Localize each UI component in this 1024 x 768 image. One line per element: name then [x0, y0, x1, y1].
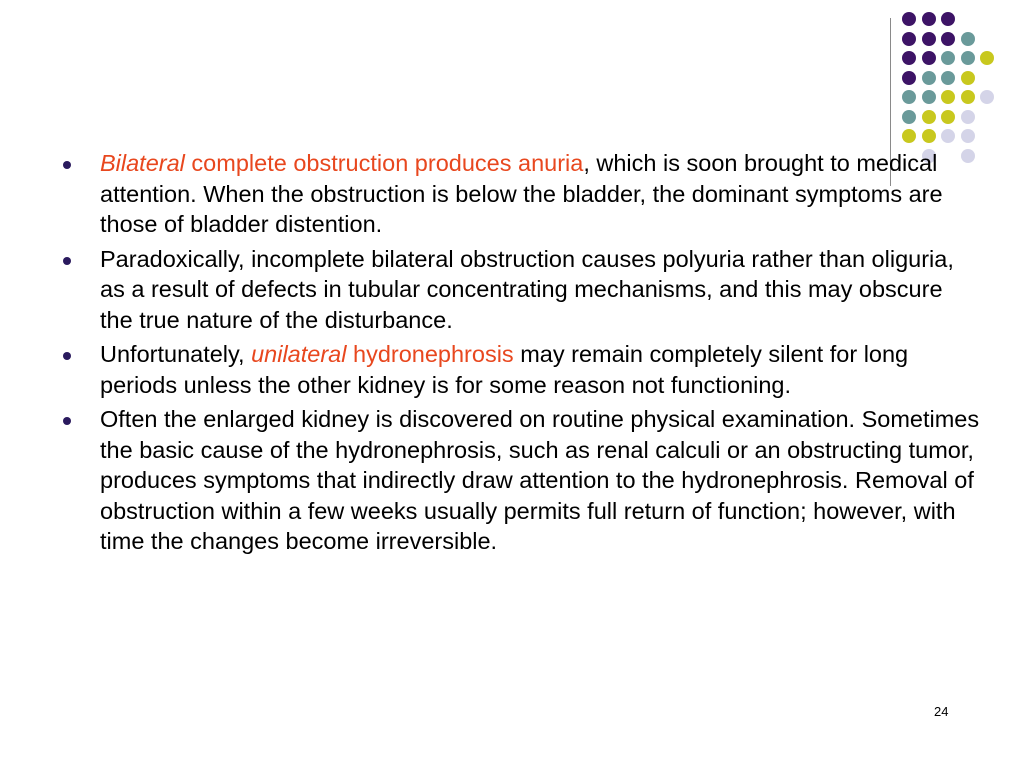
decorative-dot-icon: [922, 90, 936, 104]
bullet-marker-icon: [63, 161, 71, 169]
decorative-dot-icon: [961, 129, 975, 143]
decorative-dot-icon: [961, 90, 975, 104]
bullet-item: [60, 148, 980, 240]
decorative-dot-icon: [902, 90, 916, 104]
decorative-dot-icon: [941, 90, 955, 104]
decorative-dot-icon: [941, 71, 955, 85]
decorative-dot-icon: [902, 71, 916, 85]
decorative-dot-icon: [922, 51, 936, 65]
decorative-dot-icon: [961, 32, 975, 46]
bullet-item: [60, 339, 980, 400]
decorative-dot-icon: [902, 129, 916, 143]
bullet-text-segment: may remain completely silent for long periods unless the other kidney is for some reason not functioning.: [100, 341, 909, 398]
decorative-dot-icon: [941, 32, 955, 46]
bullet-text-segment: Often the enlarged kidney is discovered on routine physical examination. Sometimes the basic cause of the hydronephrosis, such as renal calculi or an obstructing tumor, produces symptoms that indirectly draw attention to the hydronephrosis. Removal of obstruction within a few weeks usually permits full return of function; however, with time the changes become irreversible.: [100, 406, 980, 554]
bullet-text-segment: , which is soon brought to medical attention. When the obstruction is below the bladder, the dominant symptoms are those of bladder distention.: [100, 150, 943, 237]
bullet-item: [60, 404, 980, 557]
decorative-dot-icon: [941, 51, 955, 65]
bullet-text-segment: Bilateral: [100, 150, 185, 176]
bullet-text-segment: hydronephrosis: [346, 341, 514, 367]
decorative-dot-icon: [961, 110, 975, 124]
decorative-dot-icon: [902, 110, 916, 124]
decorative-dot-icon: [922, 129, 936, 143]
decorative-dot-icon: [902, 12, 916, 26]
bullet-item: [60, 244, 980, 336]
decorative-dot-icon: [922, 12, 936, 26]
bullet-text-segment: Paradoxically, incomplete bilateral obstruction causes polyuria rather than oliguria, as a result of defects in tubular concentrating mechanisms, and this may obscure the true nature of the disturbance.: [100, 245, 954, 333]
decorative-dot-icon: [941, 12, 955, 26]
decorative-dot-icon: [902, 51, 916, 65]
decorative-dot-icon: [902, 32, 916, 46]
decorative-dot-icon: [922, 110, 936, 124]
decorative-dot-icon: [961, 71, 975, 85]
decorative-dot-icon: [941, 110, 955, 124]
bullet-text-segment: Unfortunately,: [100, 341, 252, 367]
bullet-marker-icon: [63, 352, 71, 360]
decorative-dot-icon: [941, 129, 955, 143]
decorative-dot-icon: [980, 51, 994, 65]
bullet-marker-icon: [63, 257, 71, 265]
decorative-dot-icon: [922, 71, 936, 85]
decorative-dot-icon: [961, 51, 975, 65]
decorative-dot-icon: [922, 32, 936, 46]
decorative-dot-icon: [980, 90, 994, 104]
bullet-text-segment: complete obstruction produces anuria: [184, 150, 584, 176]
bullet-marker-icon: [63, 417, 71, 425]
bullet-text-segment: unilateral: [251, 341, 347, 367]
page-number: 24: [934, 704, 949, 719]
bullet-list: [60, 148, 980, 561]
